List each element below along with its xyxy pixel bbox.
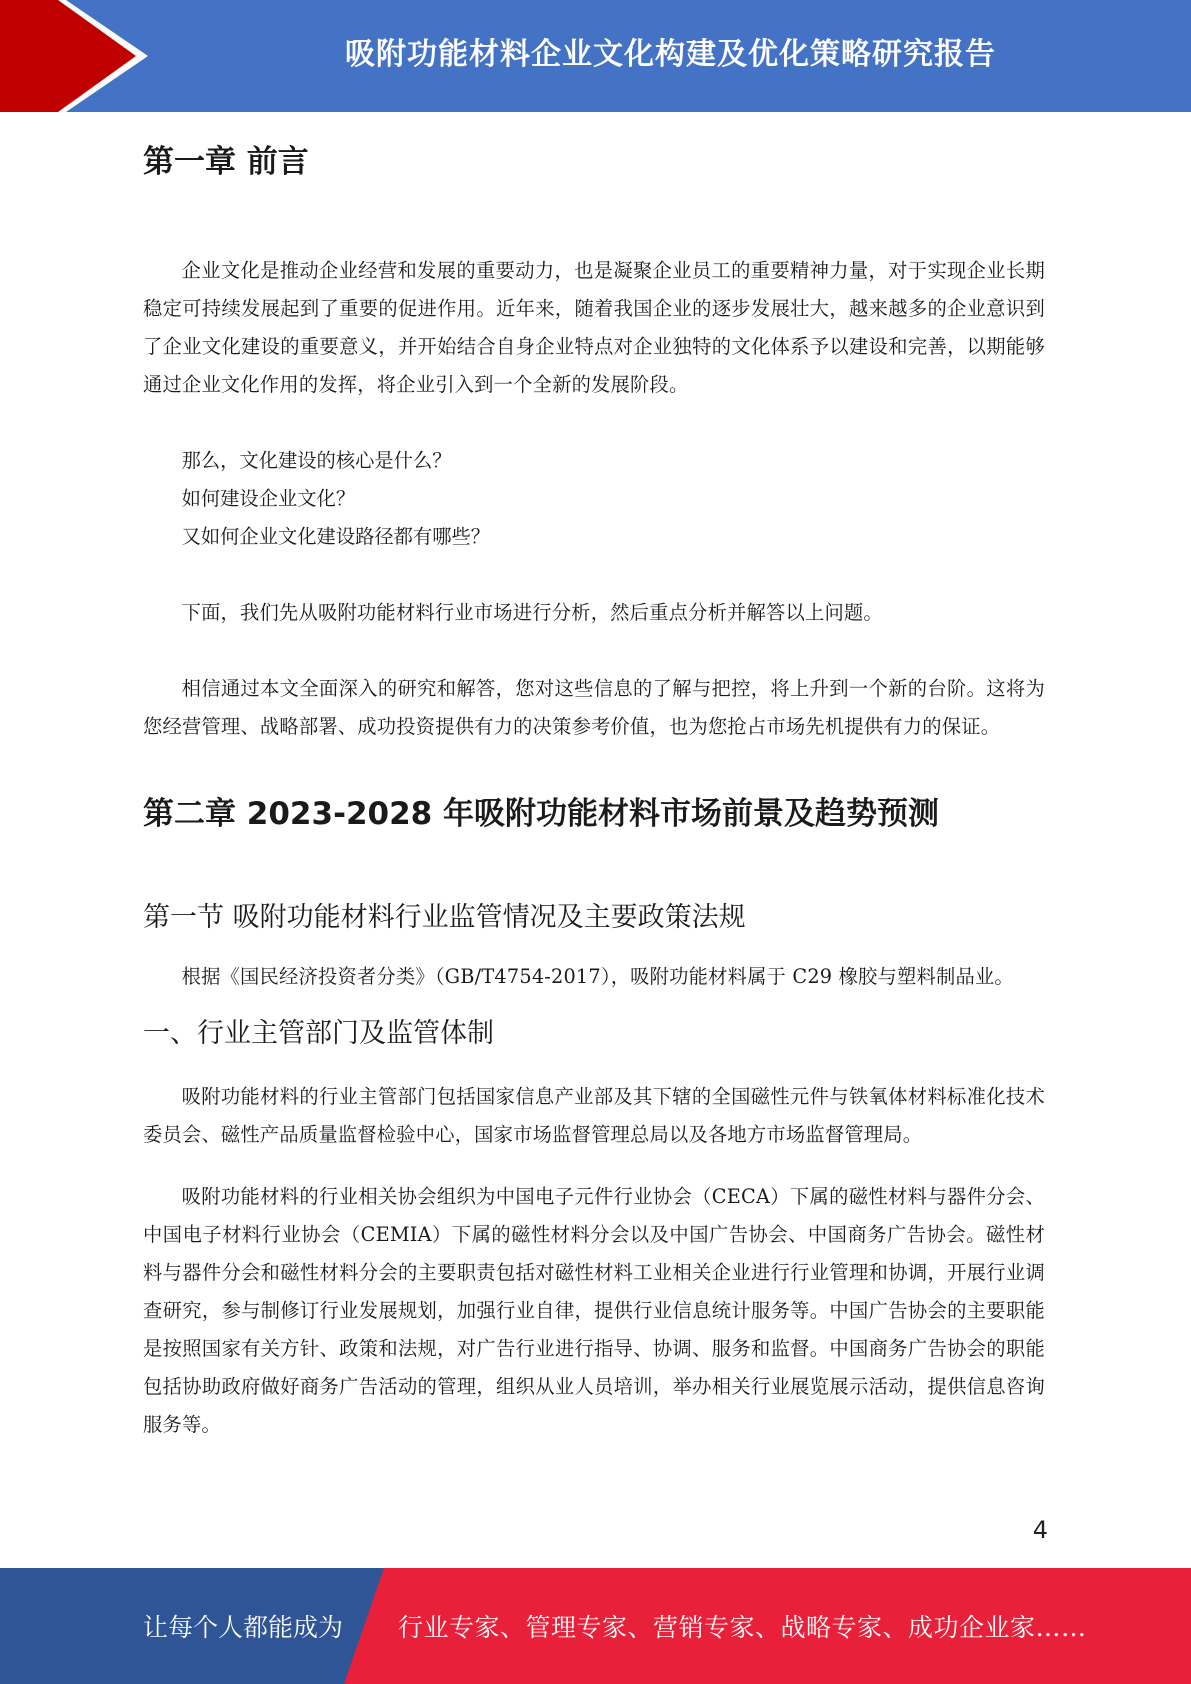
question-item: 又如何企业文化建设路径都有哪些？: [181, 525, 491, 548]
report-title: 吸附功能材料企业文化构建及优化策略研究报告: [345, 37, 996, 72]
subsection1-paragraph-2: 吸附功能材料的行业相关协会组织为中国电子元件行业协会（CECA）下属的磁性材料与器件分会、中国电子材料行业协会（CEMIA）下属的磁性材料分会以及中国广告协会、中国商务广告协会。磁性材料与器件分会和磁性材料分会的主要职责包括对磁性材料工业相关企业进行行业管理和协调，开展行业调查研究，参与制修订行业发展规划，加强行业自律，提供行业信息统计服务等。中国广告协会的主要职能是按照国家有关方针、政策和法规，对广告行业进行指导、协调、服务和监督。中国商务广告协会的职能包括协助政府做好商务广告活动的管理，组织从业人员培训，举办相关行业展览展示活动，提供信息咨询服务等。: [143, 1185, 1045, 1436]
section1-title: 第一节 吸附功能材料行业监管情况及主要政策法规: [143, 902, 746, 933]
footer-banner: [0, 1568, 1191, 1684]
chapter1-paragraph-3: 相信通过本文全面深入的研究和解答，您对这些信息的了解与把控，将上升到一个新的台阶。这将为您经营管理、战略部署、成功投资提供有力的决策参考价值，也为您抢占市场先机提供有力的保证。: [143, 677, 1045, 738]
subsection1-paragraph-1: 吸附功能材料的行业主管部门包括国家信息产业部及其下辖的全国磁性元件与铁氧体材料标准化技术委员会、磁性产品质量监督检验中心，国家市场监督管理总局以及各地方市场监督管理局。: [143, 1085, 1045, 1146]
page-content: [143, 112, 1045, 1444]
question-item: 那么，文化建设的核心是什么？: [181, 449, 452, 472]
question-list: [143, 442, 1045, 556]
header-arrow-decoration: [0, 0, 160, 112]
footer-slogan-right: 行业专家、管理专家、营销专家、战略专家、成功企业家……: [398, 1613, 1087, 1642]
page-number: 4: [1032, 1516, 1048, 1544]
chapter2-title: 第二章 2023-2028 年吸附功能材料市场前景及趋势预测: [143, 796, 940, 832]
chapter1-paragraph-2: 下面，我们先从吸附功能材料行业市场进行分析，然后重点分析并解答以上问题。: [181, 601, 883, 624]
chapter1-title: 第一章 前言: [143, 144, 309, 180]
subsection1-title: 一、行业主管部门及监管体制: [143, 1018, 494, 1049]
question-item: 如何建设企业文化？: [181, 487, 356, 510]
section1-paragraph: 根据《国民经济投资者分类》（GB/T4754-2017），吸附功能材料属于 C29 橡胶与塑料制品业。: [181, 965, 1014, 988]
footer-slogan-left: 让每个人都能成为: [143, 1613, 344, 1642]
header-banner: [0, 0, 1191, 112]
chapter1-paragraph-1: 企业文化是推动企业经营和发展的重要动力，也是凝聚企业员工的重要精神力量，对于实现企业长期稳定可持续发展起到了重要的促进作用。近年来，随着我国企业的逐步发展壮大，越来越多的企业意识到了企业文化建设的重要意义，并开始结合自身企业特点对企业独特的文化体系予以建设和完善，以期能够通过企业文化作用的发挥，将企业引入到一个全新的发展阶段。: [143, 259, 1045, 396]
